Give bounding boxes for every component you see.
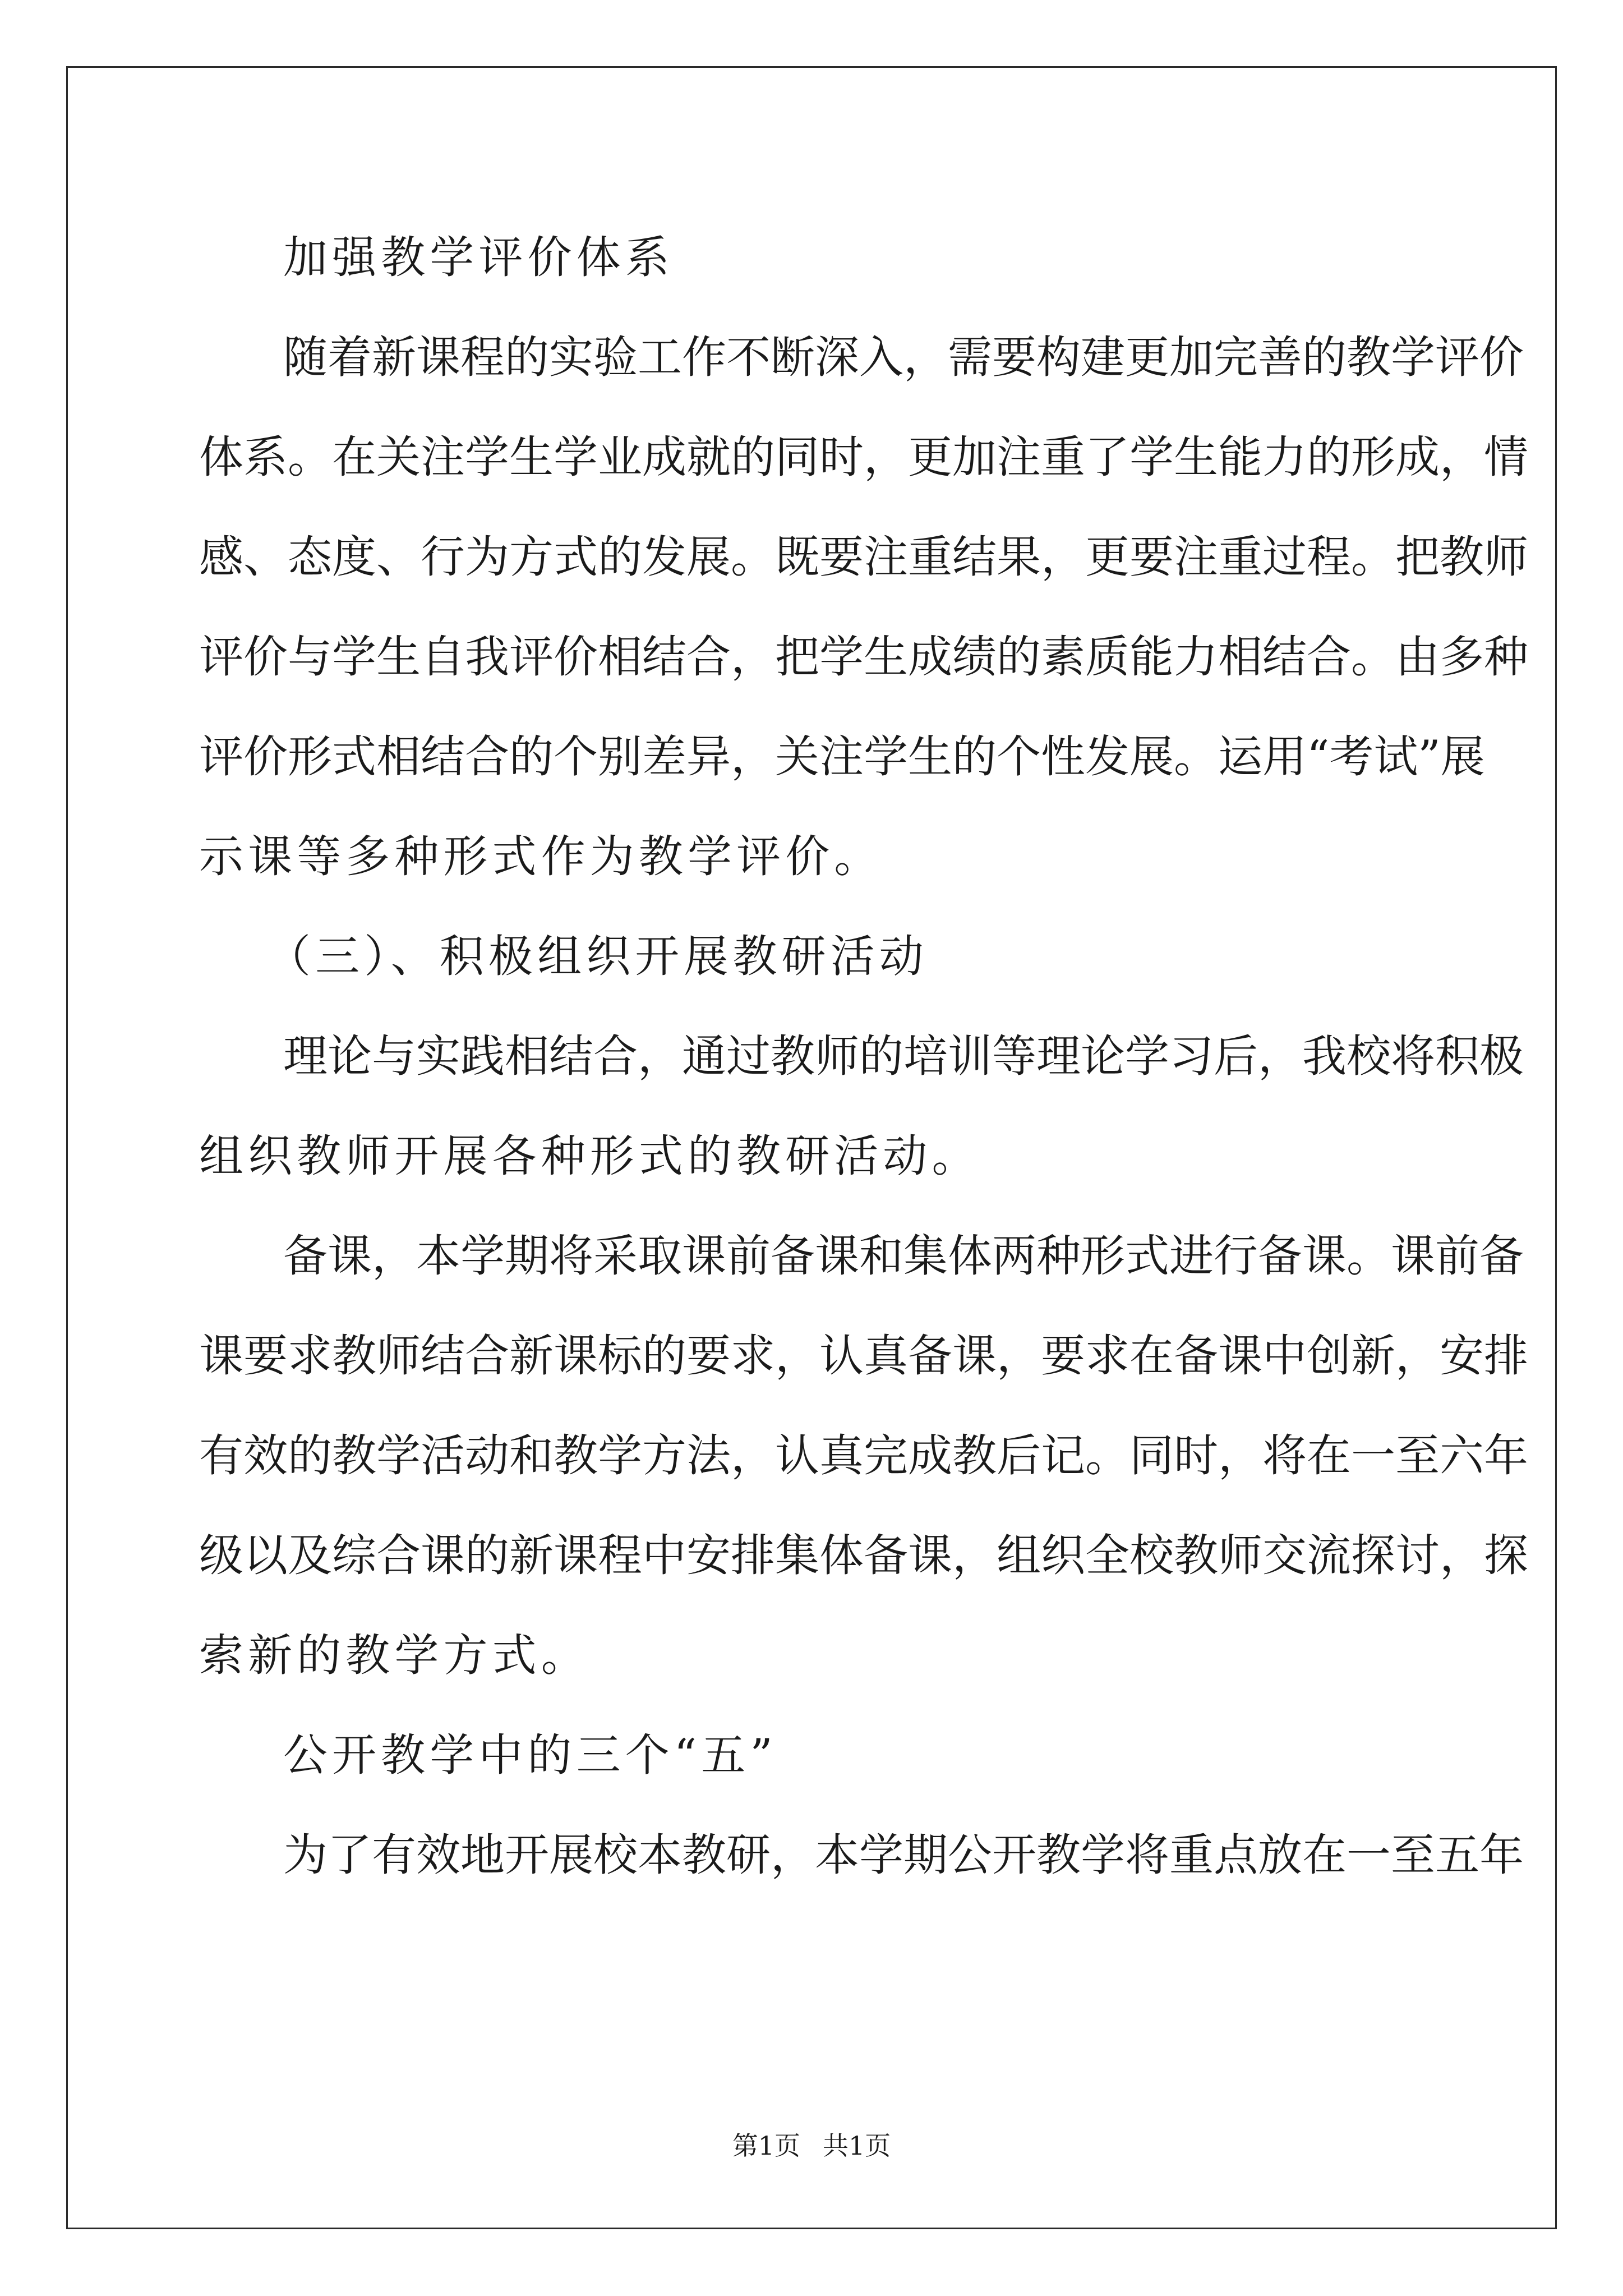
paragraph-line: 评价形式相结合的个别差异，关注学生的个性发展。运用“考试”展 (199, 731, 1485, 783)
paragraph-line: 级以及综合课的新课程中安排集体备课，组织全校教师交流探讨，探 (199, 1530, 1528, 1581)
paragraph-line: 为了有效地开展校本教研，本学期公开教学将重点放在一至五年 (283, 1829, 1524, 1881)
page-footer (0, 2129, 1623, 2162)
paragraph-line: 随着新课程的实验工作不断深入，需要构建更加完善的教学评价 (283, 332, 1524, 383)
section-heading: （三）、积极组织开展教研活动 (266, 931, 928, 982)
page-number: 第1页 (732, 2131, 800, 2161)
paragraph-line: 有效的教学活动和教学方法，认真完成教后记。同时，将在一至六年 (199, 1430, 1528, 1481)
section-heading: 公开教学中的三个“五” (283, 1729, 777, 1781)
paragraph-line: 组织教师开展各种形式的教研活动。 (199, 1130, 981, 1182)
paragraph-line: 理论与实践相结合，通过教师的培训等理论学习后，我校将积极 (283, 1030, 1524, 1082)
document-body (199, 208, 1528, 1905)
page-total: 共1页 (823, 2131, 891, 2161)
paragraph-line: 课要求教师结合新课标的要求，认真备课，要求在备课中创新，安排 (199, 1330, 1528, 1382)
paragraph-line: 示课等多种形式作为教学评价。 (199, 831, 883, 882)
paragraph-line: 索新的教学方式。 (199, 1630, 590, 1681)
section-heading: 加强教学评价体系 (283, 232, 674, 283)
paragraph-line: 感、态度、行为方式的发展。既要注重结果，更要注重过程。把教师 (199, 531, 1528, 583)
paragraph-line: 体系。在关注学生学业成就的同时，更加注重了学生能力的形成，情 (199, 431, 1528, 483)
paragraph-line: 评价与学生自我评价相结合，把学生成绩的素质能力相结合。由多种 (199, 631, 1528, 683)
paragraph-line: 备课，本学期将采取课前备课和集体两种形式进行备课。课前备 (283, 1230, 1524, 1282)
